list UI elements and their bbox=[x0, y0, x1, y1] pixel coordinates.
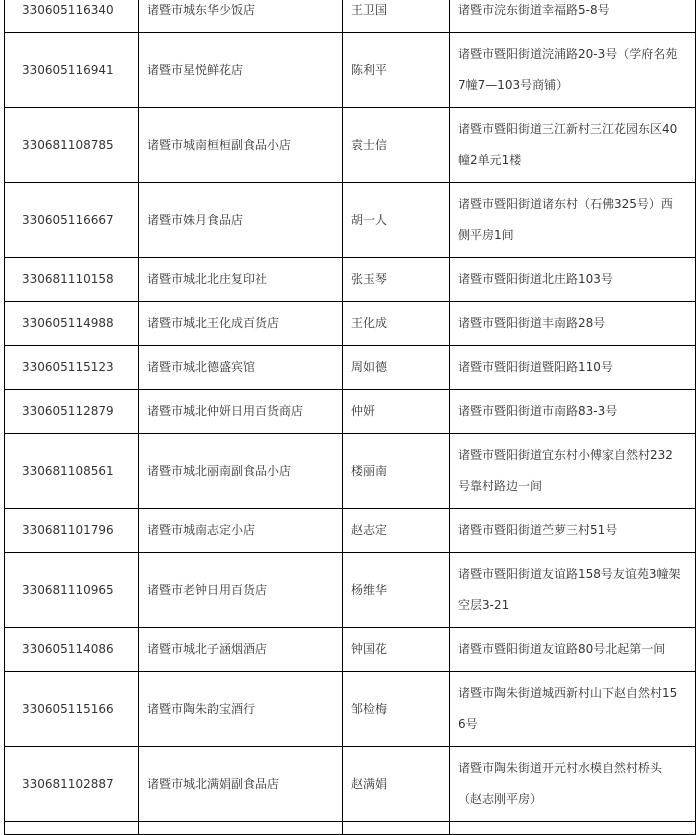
address-cell: 诸暨市浣东街道幸福路5-8号 bbox=[450, 0, 696, 33]
table-row bbox=[5, 302, 696, 346]
operator-name-cell: 赵满娟 bbox=[343, 747, 450, 822]
table-row bbox=[5, 434, 696, 509]
address-cell: 诸暨市陶朱街道城西新村山下赵自然村156号 bbox=[450, 672, 696, 747]
table-row bbox=[5, 628, 696, 672]
business-name-cell: 诸暨市陶朱韵宝酒行 bbox=[139, 672, 343, 747]
address-cell: 诸暨市暨阳街道丰南路28号 bbox=[450, 302, 696, 346]
registration-number-cell: 330681101796 bbox=[5, 509, 139, 553]
record-table bbox=[4, 0, 696, 835]
operator-name-cell: 张玉琴 bbox=[343, 258, 450, 302]
operator-name-cell: 楼丽南 bbox=[343, 434, 450, 509]
registration-number-cell: 330681108561 bbox=[5, 434, 139, 509]
table-row bbox=[5, 747, 696, 822]
registration-number-cell: 330681108785 bbox=[5, 108, 139, 183]
registration-number-cell: 330605115123 bbox=[5, 346, 139, 390]
address-cell: 诸暨市暨阳街道友谊路80号北起第一间 bbox=[450, 628, 696, 672]
business-name-cell: 诸暨市星悦鲜花店 bbox=[139, 33, 343, 108]
business-name-cell: 诸暨市城北王化成百货店 bbox=[139, 302, 343, 346]
table-row bbox=[5, 258, 696, 302]
record-table-body bbox=[5, 0, 696, 835]
table-row bbox=[5, 346, 696, 390]
table-row bbox=[5, 509, 696, 553]
registration-number-cell: 330605116941 bbox=[5, 33, 139, 108]
table-row bbox=[5, 390, 696, 434]
table-row bbox=[5, 553, 696, 628]
operator-name-cell: 王卫国 bbox=[343, 0, 450, 33]
business-name-cell: 诸暨市城北仲妍日用百货商店 bbox=[139, 390, 343, 434]
business-name-cell: 诸暨市城北子涵烟酒店 bbox=[139, 628, 343, 672]
registration-number-cell: 330605115166 bbox=[5, 672, 139, 747]
business-name-cell: 诸暨市城北北庄复印社 bbox=[139, 258, 343, 302]
business-name-cell: 诸暨市城北满娟副食品店 bbox=[139, 747, 343, 822]
operator-name-cell: 邹检梅 bbox=[343, 672, 450, 747]
operator-name-cell: 仲妍 bbox=[343, 390, 450, 434]
table-row bbox=[5, 0, 696, 33]
business-name-cell bbox=[139, 822, 343, 835]
registration-number-cell: 330681110965 bbox=[5, 553, 139, 628]
business-name-cell: 诸暨市城南志定小店 bbox=[139, 509, 343, 553]
operator-name-cell: 钟国花 bbox=[343, 628, 450, 672]
registration-number-cell: 330605114988 bbox=[5, 302, 139, 346]
operator-name-cell: 杨维华 bbox=[343, 553, 450, 628]
address-cell: 诸暨市暨阳街道北庄路103号 bbox=[450, 258, 696, 302]
operator-name-cell: 胡一人 bbox=[343, 183, 450, 258]
operator-name-cell: 周如德 bbox=[343, 346, 450, 390]
registration-number-cell: 330605114086 bbox=[5, 628, 139, 672]
business-name-cell: 诸暨市姝月食品店 bbox=[139, 183, 343, 258]
table-row bbox=[5, 822, 696, 835]
table-row bbox=[5, 108, 696, 183]
registration-number-cell: 330605112879 bbox=[5, 390, 139, 434]
address-cell: 诸暨市暨阳街道浣浦路20-3号（学府名苑7幢7—103号商铺） bbox=[450, 33, 696, 108]
registration-number-cell: 330681102887 bbox=[5, 747, 139, 822]
operator-name-cell: 赵志定 bbox=[343, 509, 450, 553]
business-name-cell: 诸暨市老钟日用百货店 bbox=[139, 553, 343, 628]
operator-name-cell: 王化成 bbox=[343, 302, 450, 346]
registration-number-cell bbox=[5, 822, 139, 835]
address-cell bbox=[450, 822, 696, 835]
address-cell: 诸暨市暨阳街道市南路83-3号 bbox=[450, 390, 696, 434]
business-name-cell: 诸暨市城北丽南副食品小店 bbox=[139, 434, 343, 509]
business-name-cell: 诸暨市城东华少饭店 bbox=[139, 0, 343, 33]
table-row bbox=[5, 672, 696, 747]
registration-number-cell: 330681110158 bbox=[5, 258, 139, 302]
table-row bbox=[5, 183, 696, 258]
business-name-cell: 诸暨市城南桓桓副食品小店 bbox=[139, 108, 343, 183]
address-cell: 诸暨市暨阳街道苎萝三村51号 bbox=[450, 509, 696, 553]
address-cell: 诸暨市暨阳街道暨阳路110号 bbox=[450, 346, 696, 390]
operator-name-cell: 袁士信 bbox=[343, 108, 450, 183]
operator-name-cell bbox=[343, 822, 450, 835]
registration-number-cell: 330605116667 bbox=[5, 183, 139, 258]
address-cell: 诸暨市暨阳街道诸东村（石佛325号）西侧平房1间 bbox=[450, 183, 696, 258]
operator-name-cell: 陈利平 bbox=[343, 33, 450, 108]
address-cell: 诸暨市陶朱街道开元村水模自然村桥头（赵志刚平房） bbox=[450, 747, 696, 822]
address-cell: 诸暨市暨阳街道三江新村三江花园东区40幢2单元1楼 bbox=[450, 108, 696, 183]
registration-number-cell: 330605116340 bbox=[5, 0, 139, 33]
table-row bbox=[5, 33, 696, 108]
business-name-cell: 诸暨市城北德盛宾馆 bbox=[139, 346, 343, 390]
address-cell: 诸暨市暨阳街道友谊路158号友谊苑3幢架空层3-21 bbox=[450, 553, 696, 628]
address-cell: 诸暨市暨阳街道宜东村小傅家自然村232号靠村路边一间 bbox=[450, 434, 696, 509]
